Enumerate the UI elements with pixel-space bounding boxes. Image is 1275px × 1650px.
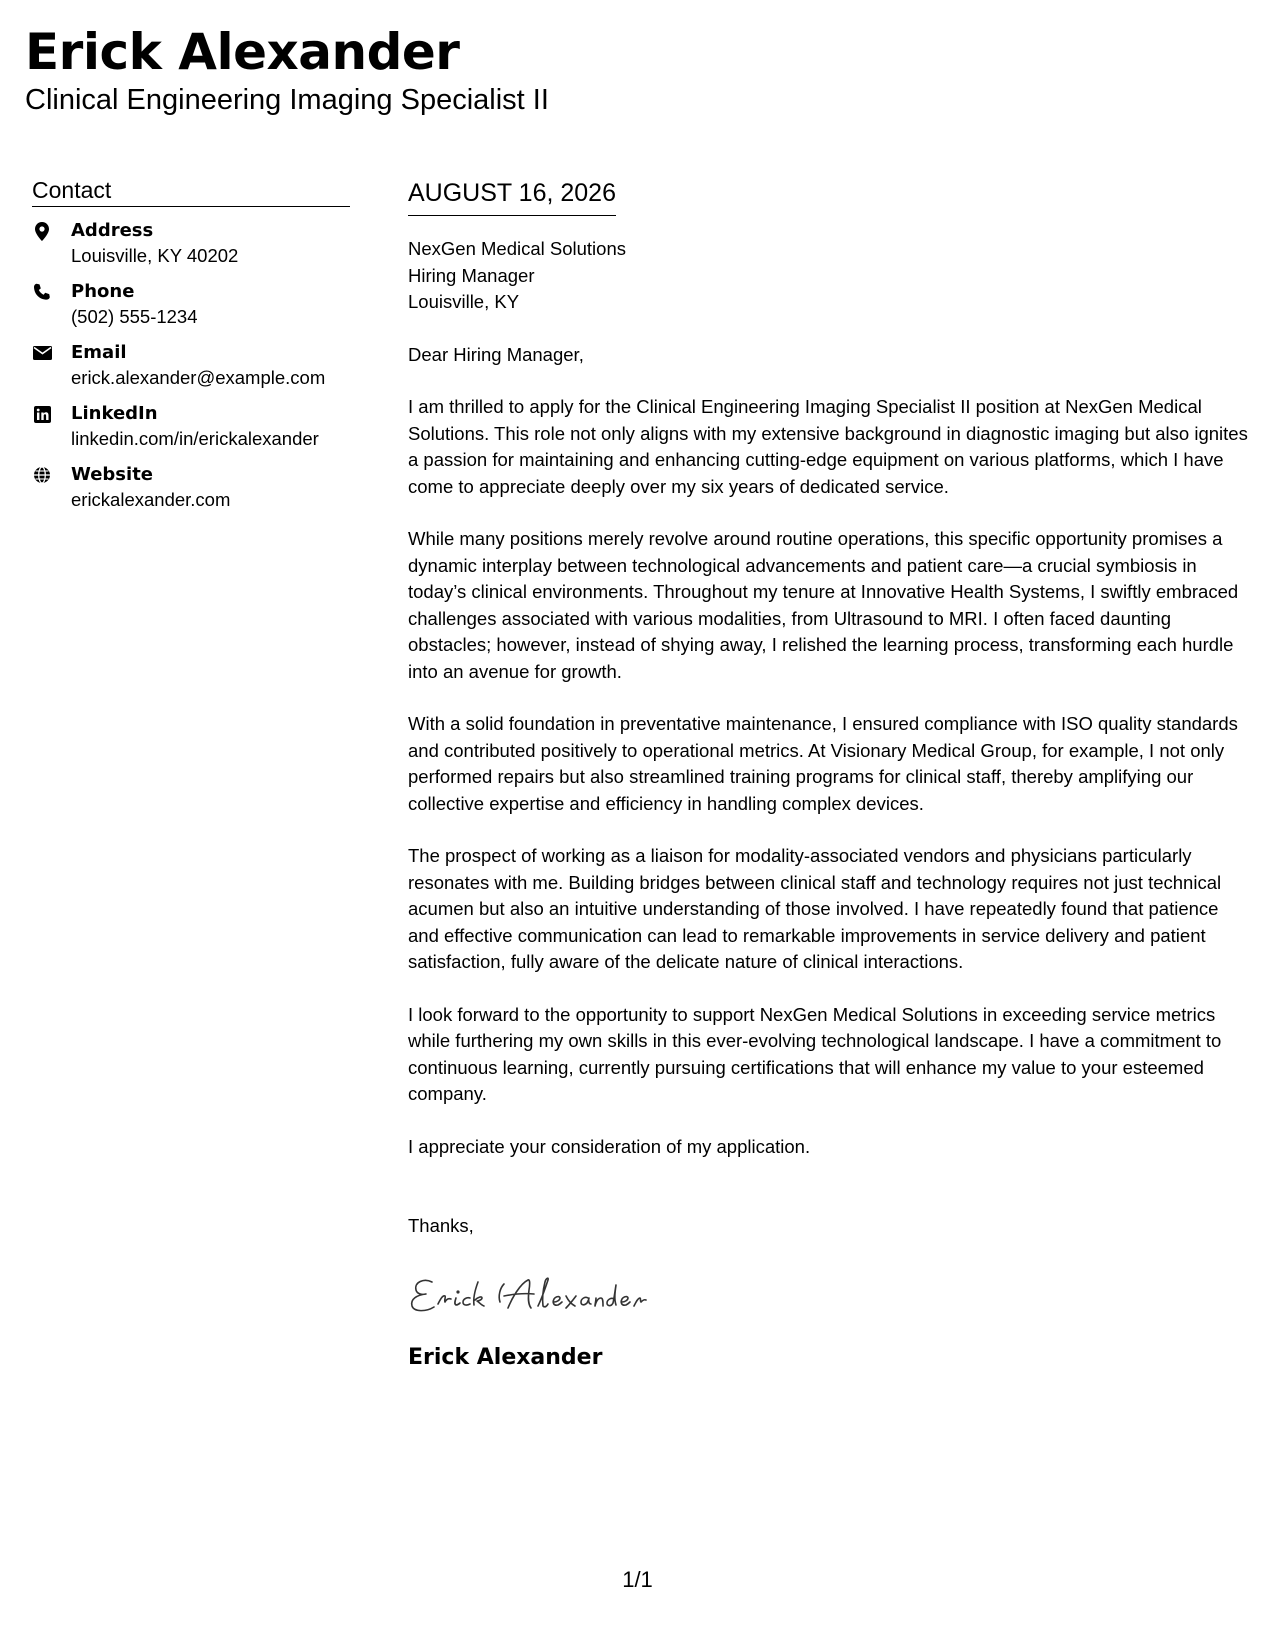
contact-value: erick.alexander@example.com [71,367,326,388]
contact-website [32,463,350,512]
body-paragraph: I am thrilled to apply for the Clinical Engineering Imaging Specialist II position at NexGen Medical Solutions. This role not only aligns with my extensive background in diagnostic imaging but also ignites a passion for maintaining and enhancing cutting-edge equipment on various platforms, which I have come to appreciate deeply over my six years of dedicated service. [408,396,1248,497]
contact-label: Address [71,220,154,241]
contact-label: Website [71,464,154,485]
contact-linkedin [32,402,350,451]
signed-name: Erick Alexander [408,1344,603,1370]
job-title: Clinical Engineering Imaging Specialist II [25,84,549,116]
body-paragraph: I appreciate your consideration of my application. [408,1135,811,1157]
contact-label: Phone [71,281,135,302]
map-pin-icon [32,221,52,241]
linkedin-icon [32,404,52,424]
contact-value: erickalexander.com [71,489,231,510]
page-number: 1/1 [622,1567,653,1592]
contact-email [32,341,350,390]
contact-address [32,219,350,268]
body-paragraph: While many positions merely revolve around routine operations, this specific opportunity promises a dynamic interplay between technological advancements and patient care—a crucial symbiosis in today’s clinical environments. Throughout my tenure at Innovative Health Systems, I swiftly embraced challenges associated with various modalities, from Ultrasound to MRI. I often faced daunting obstacles; however, instead of shying away, I relished the learning process, transforming each hurdle into an avenue for growth. [408,528,1239,682]
body-paragraph: The prospect of working as a liaison for modality-associated vendors and physicians particularly resonates with me. Building bridges between clinical staff and technology requires not just technical acumen but also an intuitive understanding of those involved. I have repeatedly found that patience and effective communication can lead to remarkable improvements in service delivery and patient satisfaction, fully aware of the delicate nature of clinical interactions. [408,845,1222,972]
recipient-role: Hiring Manager [408,264,535,286]
phone-icon [32,282,52,302]
body-paragraph: I look forward to the opportunity to support NexGen Medical Solutions in exceeding service metrics while furthering my own skills in this ever-evolving technological landscape. I have a commitment to continuous learning, currently pursuing certifications that will enhance my value to your esteemed company. [408,1003,1222,1104]
contact-value: (502) 555-1234 [71,306,198,327]
contact-label: Email [71,342,127,363]
letter-date: AUGUST 16, 2026 [408,177,616,216]
closing: Thanks, [408,1215,474,1236]
contact-sidebar [32,175,350,524]
salutation: Dear Hiring Manager, [408,343,584,365]
contact-value: linkedin.com/in/erickalexander [71,428,319,449]
applicant-name: Erick Alexander [25,23,460,81]
body-paragraph: With a solid foundation in preventative maintenance, I ensured compliance with ISO quality standards and contributed positively to operational metrics. At Visionary Medical Group, for example, I not only performed repairs but also streamlined training programs for clinical staff, thereby amplifying our collective expertise and efficiency in handling complex devices. [408,713,1238,814]
handwritten-signature [408,1268,678,1328]
contact-heading: Contact [32,175,350,207]
globe-icon [32,465,52,485]
recipient-location: Louisville, KY [408,291,520,312]
contact-label: LinkedIn [71,403,158,424]
envelope-icon [32,343,52,363]
contact-value: Louisville, KY 40202 [71,245,239,266]
header [25,22,549,118]
recipient-block [408,236,1253,316]
letter-body [408,177,1253,1372]
recipient-company: NexGen Medical Solutions [408,238,626,259]
contact-phone [32,280,350,329]
